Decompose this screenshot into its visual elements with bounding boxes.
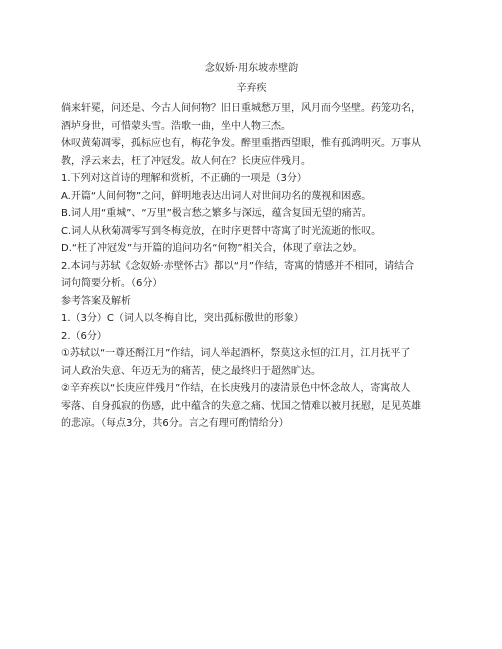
- answer-2-point-2: 的悲凉。（每点3分，共6分。言之有理可酌情给分）: [61, 418, 289, 429]
- option-b: B.词人用“重城”、“万里”极言愁之繁多与深远，蕴含复国无望的痛苦。: [61, 208, 372, 219]
- poem-author: 辛弃疾: [236, 83, 267, 94]
- question-2: 词句简要分析。（6分）: [61, 278, 163, 289]
- option-c: C.词人从秋菊凋零写到冬梅竞放，在时序更替中寄寓了时光流逝的怅叹。: [61, 225, 382, 237]
- question-1: 1.下列对这首诗的理解和赏析，不正确的一项是（3分）: [61, 173, 307, 184]
- text-line: 休叹黄菊凋零，孤标应也有，梅花争发。醉里重揩西望眼，惟有孤鸿明灭。万事从: [61, 138, 421, 149]
- answer-2-point-1: ①苏轼以“一尊还酹江月”作结，词人举起酒杯，祭莫这永恒的江月，江月抚平了: [61, 348, 411, 359]
- text-line: 倘来轩冕，问还是、今古人间何物？旧日重城愁万里，风月而今坚壁。药笼功名，: [61, 103, 421, 114]
- question-2: 2.本词与苏轼《念奴娇·赤壁怀古》都以“月”作结，寄寓的情感并不相同，请结合: [61, 260, 415, 272]
- option-a: A.开篇“人间何物”之问，鲜明地表达出词人对世间功名的蔑视和困惑。: [61, 190, 372, 202]
- answer-2-point-2: 零落、自身孤寂的伤感，此中蕴含的失意之痛、忧国之情难以被月抚慰，足见英雄: [61, 400, 421, 412]
- text-line: 教，浮云来去，枉了冲冠发。故人何在？长庚应伴残月。: [61, 155, 311, 167]
- answer-1: 1.（3分）C（词人以冬梅自比，突出孤标傲世的形象）: [61, 313, 304, 324]
- answer-2-point-2: ②辛弃疾以“长庚应伴残月”作结，在长庚残月的凄清景色中怀念故人，寄寓故人: [61, 383, 411, 394]
- text-line: 酒垆身世，可惜蒙头雪。浩歌一曲，坐中人物三杰。: [61, 120, 291, 132]
- answer-2-point-1: 词人政治失意、年迈无为的痛苦，使之最终归于超然旷达。: [61, 365, 321, 377]
- option-d: D.“枉了冲冠发”与开篇的追问功名“何物”相关合，体现了章法之妙。: [61, 243, 363, 254]
- answer-2-label: 2.（6分）: [61, 330, 107, 342]
- answer-heading: 参考答案及解析: [61, 295, 131, 307]
- poem-title: 念奴娇·用东坡赤壁韵: [204, 63, 299, 74]
